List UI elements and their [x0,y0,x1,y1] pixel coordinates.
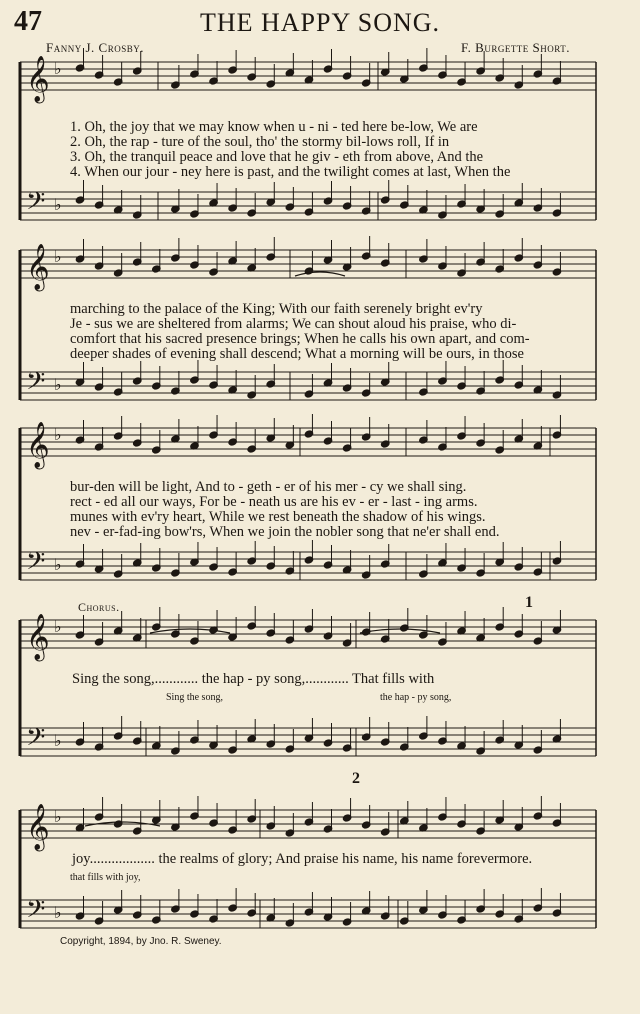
treble-clef-icon: 𝄞 [26,56,50,102]
verse-3-line-3: munes with ev'ry heart, While we rest beneath the shadow of his wings. [70,509,486,525]
chorus-label: Chorus. [78,600,120,614]
verse-4-line-3: nev - er-fad-ing bow'rs, When we join the nobler song that ne'er shall end. [70,524,500,540]
first-ending-mark: 1 [525,594,533,611]
second-ending-mark: 2 [352,770,360,787]
flat-icon: ♭ [54,377,62,394]
verse-4-line-2: deeper shades of evening shall descend; What a morning will be ours, in those [70,346,524,362]
bass-clef-icon: 𝄢 [26,187,46,222]
chorus-lyric-line-2: joy.................. the realms of glory; And praise his name, his name forevermore. [72,851,533,867]
page-number: 47 [14,6,42,37]
tie-arc [360,629,440,633]
verse-4-line-1: 4. When our jour - ney here is past, and the twilight comes at last, When the [70,164,511,180]
verse-2-line-1: 2. Oh, the rap - ture of the soul, tho' the stormy bil-lows roll, If in [70,134,450,150]
chorus-bass-lyric-1: Sing the song, [166,692,223,703]
verse-2-line-2: Je - sus we are sheltered from alarms; We can shout aloud his praise, who di- [70,316,517,332]
copyright-notice: Copyright, 1894, by Jno. R. Sweney. [60,936,222,947]
verse-1-line-2: marching to the palace of the King; With our faith serenely bright ev'ry [70,301,483,317]
chorus-bass-lyric-2: the hap - py song, [380,692,452,703]
treble-clef-icon: 𝄞 [26,614,50,660]
flat-icon: ♭ [54,61,62,78]
flat-icon: ♭ [54,197,62,214]
treble-clef-icon: 𝄞 [26,422,50,468]
bass-clef-icon: 𝄢 [26,367,46,402]
flat-icon: ♭ [54,619,62,636]
flat-icon: ♭ [54,557,62,574]
hymn-title: THE HAPPY SONG. [199,8,441,37]
flat-icon: ♭ [54,733,62,750]
verse-3-line-2: comfort that his sacred presence brings; When he calls his own apart, and com- [70,331,530,347]
chorus-lyric-line-1: Sing the song,............ the hap - py song,............ That fills with [72,671,435,687]
bass-clef-icon: 𝄢 [26,895,46,930]
verse-3-line-1: 3. Oh, the tranquil peace and love that he giv - eth from above, And the [70,149,484,165]
chorus-bass-lyric-3: that fills with joy, [70,872,141,883]
verse-1-line-1: 1. Oh, the joy that we may know when u - ni - ted here be-low, We are [70,119,478,135]
tie-arc [295,272,345,276]
lyricist-credit: Fanny J. Crosby. [46,40,144,55]
verse-1-line-3: bur-den will be light, And to - geth - er of his mer - cy we shall sing. [70,479,467,495]
flat-icon: ♭ [54,427,62,444]
bass-clef-icon: 𝄢 [26,547,46,582]
treble-clef-icon: 𝄞 [26,804,50,850]
flat-icon: ♭ [54,905,62,922]
verse-2-line-3: rect - ed all our ways, For be - neath us are his ev - er - last - ing arms. [70,494,478,510]
composer-credit: F. Burgette Short. [460,40,570,55]
flat-icon: ♭ [54,249,62,266]
bass-clef-icon: 𝄢 [26,723,46,758]
treble-clef-icon: 𝄞 [26,244,50,290]
flat-icon: ♭ [54,809,62,826]
